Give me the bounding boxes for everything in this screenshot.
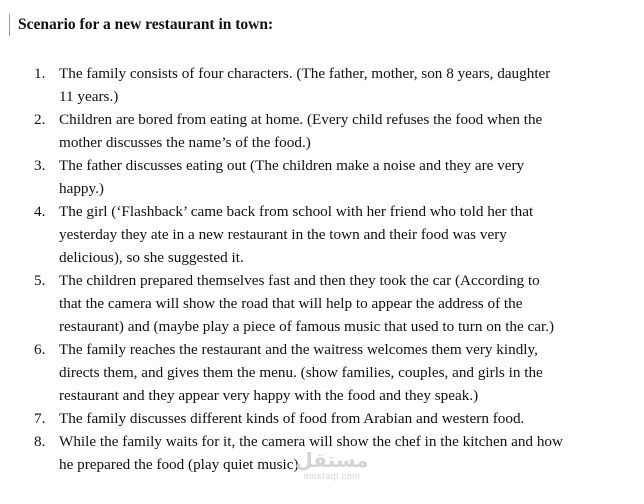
- list-item-number: 2.: [34, 111, 46, 128]
- list-item-number: 7.: [34, 410, 46, 427]
- list-item-number: 6.: [34, 341, 46, 358]
- document-heading: Scenario for a new restaurant in town:: [18, 16, 274, 33]
- watermark-text: مستقل: [295, 450, 369, 472]
- list-item-number: 3.: [34, 157, 46, 174]
- list-item-number: 1.: [34, 65, 46, 82]
- list-item-text: Children are bored from eating at home. (Every child refuses the food when the mother discusses the name’s of the food.): [59, 111, 543, 151]
- list-item-number: 5.: [34, 272, 46, 289]
- list-item-number: 4.: [34, 203, 46, 220]
- left-margin-rule: [9, 14, 10, 36]
- list-item-text: The family consists of four characters. (The father, mother, son 8 years, daughter 11 years.): [59, 65, 551, 105]
- list-item-number: 8.: [34, 433, 46, 450]
- list-item-text: The children prepared themselves fast and then they took the car (According to that the camera will show the road that will help to appear the address of the restaurant) and (maybe play a piece of famous music that used to turn on the car.): [59, 272, 555, 335]
- list-item-text: While the family waits for it, the camera will show the chef in the kitchen and how he prepared the food (play quiet music).: [59, 433, 563, 473]
- list-item-text: The family reaches the restaurant and the waitress welcomes them very kindly, directs them, and gives them the menu. (show families, couples, and girls in the restaurant and they appear very happy with the food and they speak.): [59, 341, 543, 404]
- list-item-text: The girl (‘Flashback’ came back from school with her friend who told her that yesterday they ate in a new restaurant in the town and their food was very delicious), so she suggested it.: [59, 203, 534, 266]
- watermark-url: mostaql.com: [303, 471, 361, 481]
- list-item-text: The family discusses different kinds of food from Arabian and western food.: [59, 410, 525, 427]
- list-item-text: The father discusses eating out (The children make a noise and they are very happy.): [59, 157, 525, 197]
